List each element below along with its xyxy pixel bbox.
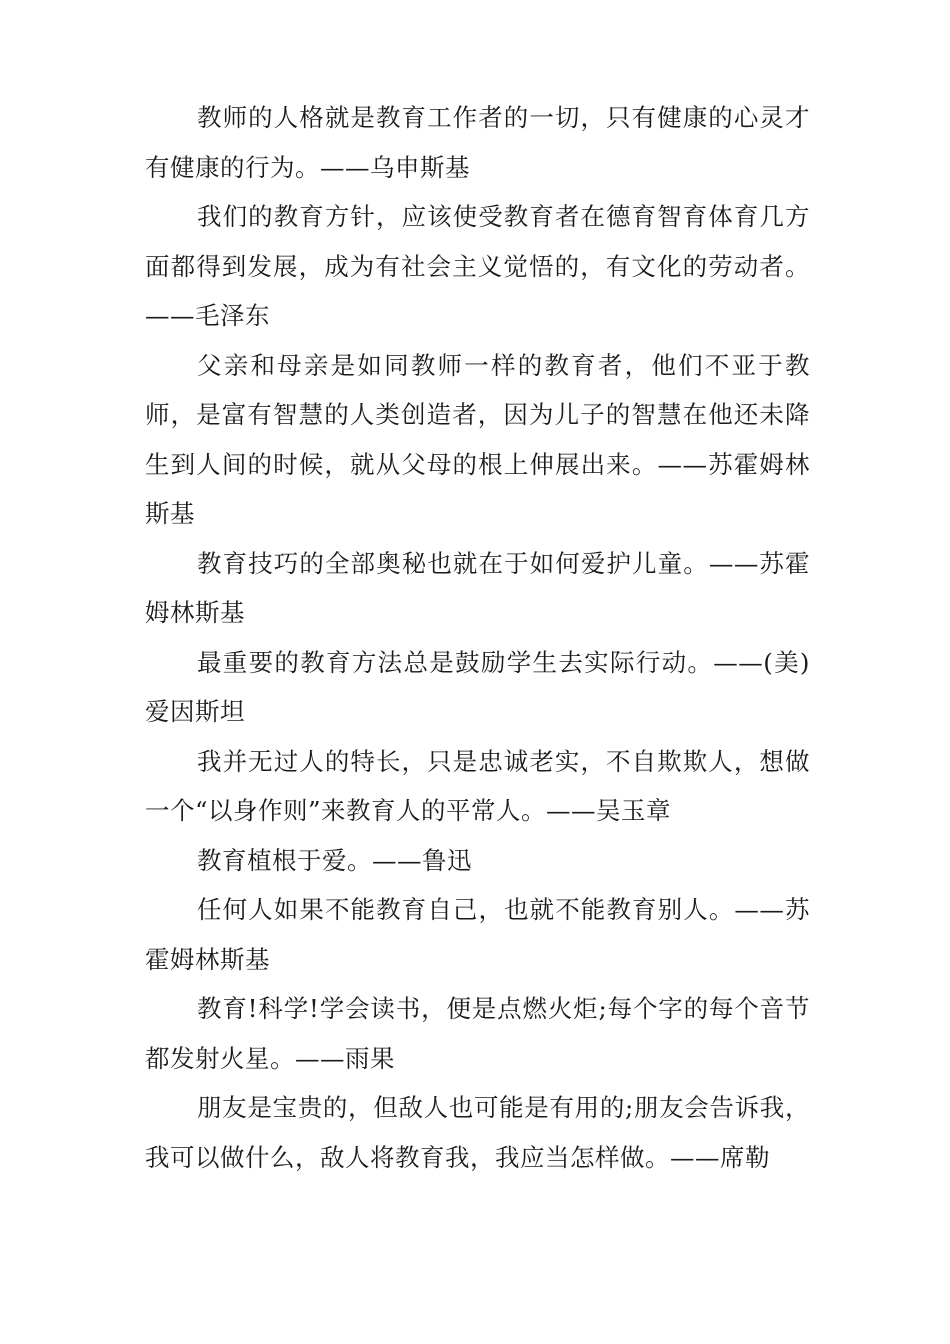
quote-paragraph: 我们的教育方针，应该使受教育者在德育智育体育几方面都得到发展，成为有社会主义觉悟的，有文化的劳动者。——毛泽东 [145, 202, 810, 330]
quote-paragraph: 教育植根于爱。——鲁迅 [197, 845, 472, 875]
quote-paragraph: 教师的人格就是教育工作者的一切，只有健康的心灵才有健康的行为。——乌申斯基 [145, 103, 810, 182]
quote-paragraph: 父亲和母亲是如同教师一样的教育者，他们不亚于教师，是富有智慧的人类创造者，因为儿子的智慧在他还未降生到人间的时候，就从父母的根上伸展出来。——苏霍姆林斯基 [145, 350, 810, 528]
quotes-body [145, 93, 810, 1182]
quote-paragraph: 我并无过人的特长，只是忠诚老实，不自欺欺人，想做一个“以身作则”来教育人的平常人。——吴玉章 [145, 746, 810, 825]
quote-paragraph: 教育技巧的全部奥秘也就在于如何爱护儿童。——苏霍姆林斯基 [145, 548, 810, 627]
quote-paragraph: 最重要的教育方法总是鼓励学生去实际行动。——(美)爱因斯坦 [145, 647, 810, 726]
quote-paragraph: 教育!科学!学会读书，便是点燃火炬;每个字的每个音节都发射火星。——雨果 [145, 994, 810, 1073]
quote-paragraph: 任何人如果不能教育自己，也就不能教育别人。——苏霍姆林斯基 [145, 895, 810, 974]
quote-paragraph: 朋友是宝贵的，但敌人也可能是有用的;朋友会告诉我，我可以做什么，敌人将教育我，我应当怎样做。——席勒 [145, 1093, 810, 1172]
